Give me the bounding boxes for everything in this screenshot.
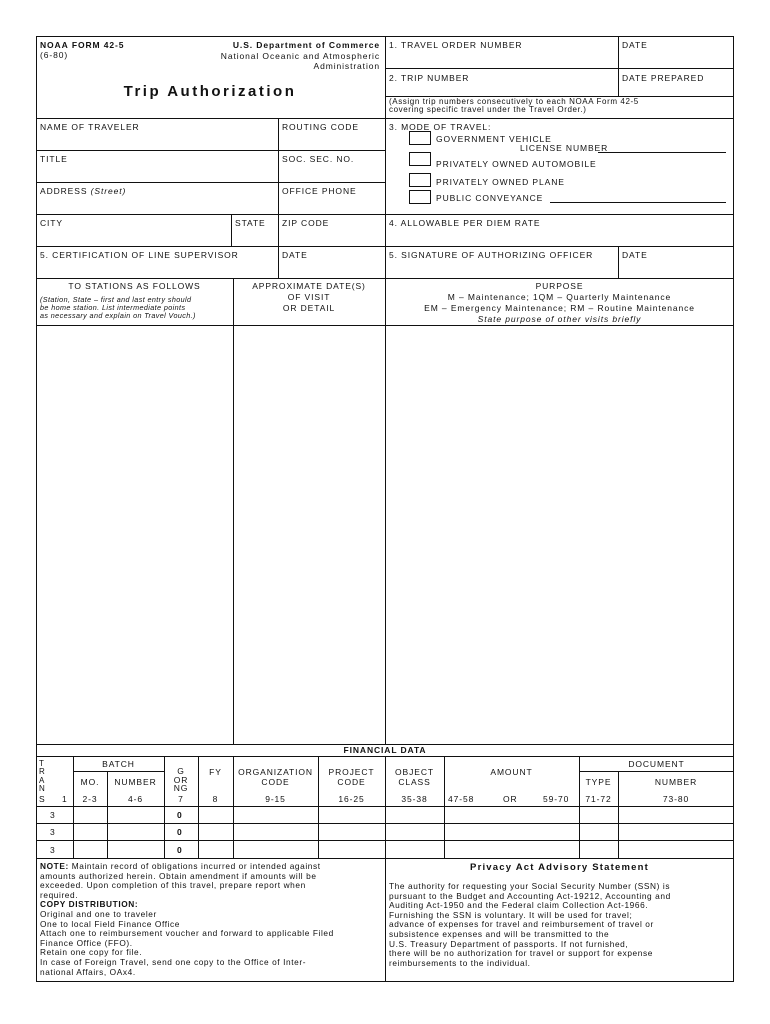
divider <box>36 150 385 151</box>
certification-date-field[interactable] <box>282 261 382 277</box>
col-org: 9-15 <box>265 794 286 804</box>
object-class-line2: CLASS <box>398 777 431 787</box>
department-name: U.S. Department of Commerce <box>232 40 380 50</box>
state-label: STATE <box>235 218 266 228</box>
divider <box>231 214 232 246</box>
divider <box>73 756 74 858</box>
divider <box>618 36 619 96</box>
copy-line: national Affairs, OAx4. <box>40 966 136 977</box>
org-code-line2: CODE <box>261 777 290 787</box>
col-fy: 8 <box>212 794 219 804</box>
form-revision-date: (6-80) <box>40 50 69 60</box>
col-project: 16-25 <box>338 794 365 804</box>
privacy-line: U.S. Treasury Department of passports. If not furnished, <box>389 938 629 949</box>
note-line: amounts authorized herein. Obtain amendment if amounts will be <box>40 870 317 881</box>
row-trans-code: 3 <box>50 827 56 837</box>
city-label: CITY <box>40 218 63 228</box>
line-supervisor-signature-field[interactable] <box>40 261 275 277</box>
travel-order-number-field[interactable] <box>389 52 617 68</box>
col-object: 35-38 <box>401 794 428 804</box>
privacy-line: The authority for requesting your Social Security Number (SSN) is <box>389 881 671 891</box>
object-class-line1: OBJECT <box>395 767 434 777</box>
divider <box>618 246 619 278</box>
office-phone-field[interactable] <box>282 197 382 213</box>
divider <box>444 756 445 858</box>
purpose-heading: PURPOSE <box>535 281 584 291</box>
checkbox-private-automobile[interactable] <box>409 152 431 166</box>
document-number-label: NUMBER <box>654 777 698 787</box>
license-number-field[interactable] <box>598 152 726 153</box>
soc-sec-no-field[interactable] <box>282 165 382 181</box>
note-line: Maintain record of obligations incurred or intended against <box>68 861 321 871</box>
privacy-line: Auditing Act-1950 and the Federal claim Collection Act-1966. <box>389 900 649 911</box>
col-number: 4-6 <box>128 794 143 804</box>
form-id-number: FORM 42-5 <box>71 40 125 50</box>
city-field[interactable] <box>40 229 230 245</box>
purpose-entry-area[interactable] <box>387 327 732 742</box>
state-field[interactable] <box>235 229 275 245</box>
divider <box>233 756 234 858</box>
document-type-label: TYPE <box>585 777 612 787</box>
authorizing-officer-signature-field[interactable] <box>389 261 617 277</box>
agency-name-line2: Administration <box>313 61 380 71</box>
routing-code-field[interactable] <box>282 133 382 149</box>
approx-dates-line1: APPROXIMATE DATE(S) <box>252 281 366 291</box>
certification-date-label: DATE <box>282 250 308 260</box>
row-g-code: 0 <box>177 827 183 837</box>
org-code-line1: ORGANIZATION <box>238 767 313 777</box>
divider <box>385 96 734 97</box>
col-type: 71-72 <box>585 794 612 804</box>
divider <box>618 771 619 858</box>
trans-code: 1 <box>62 794 68 804</box>
routing-code-label: ROUTING CODE <box>282 122 359 132</box>
divider <box>385 214 734 215</box>
checkbox-private-plane[interactable] <box>409 173 431 187</box>
option-private-automobile: PRIVATELY OWNED AUTOMOBILE <box>436 159 597 169</box>
stations-note-line2: be home station. List intermediate points <box>40 303 186 312</box>
date-prepared-field[interactable] <box>622 84 730 96</box>
col-g: 7 <box>178 794 184 804</box>
batch-number-label: NUMBER <box>114 777 157 787</box>
stations-note-line1: (Station, State – first and last entry should <box>40 295 192 304</box>
signature-date-field[interactable] <box>622 261 730 277</box>
privacy-line: subsistence expenses and will be transmitted to the <box>389 928 610 939</box>
checkbox-government-vehicle[interactable] <box>409 131 431 145</box>
col-mo: 2-3 <box>82 794 98 804</box>
trip-number-field[interactable] <box>389 84 617 96</box>
page-title: Trip Authorization <box>123 83 297 100</box>
divider <box>107 771 108 858</box>
g-or-ng-label <box>164 767 198 793</box>
purpose-instruction: State purpose of other visits briefly <box>477 314 642 324</box>
stations-note-line3: as necessary and explain on Travel Vouch.) <box>40 311 196 320</box>
col-amount-a: 47-58 <box>448 794 475 804</box>
divider <box>385 36 386 315</box>
trans-letter: R <box>39 767 46 777</box>
name-of-traveler-field[interactable] <box>40 133 275 149</box>
address-label <box>40 186 126 196</box>
option-public-conveyance: PUBLIC CONVEYANCE <box>436 193 544 203</box>
trans-letter: T <box>39 759 45 768</box>
dates-entry-area[interactable] <box>235 327 383 742</box>
divider <box>318 756 319 858</box>
privacy-line: there will be no authorization for travel or support for expense <box>389 948 653 959</box>
allowable-per-diem-field[interactable] <box>389 229 729 245</box>
authorizing-officer-signature-label: 5. SIGNATURE OF AUTHORIZING OFFICER <box>389 250 594 260</box>
col-doc-number: 73-80 <box>662 794 690 804</box>
copy-line: In case of Foreign Travel, send one copy to the Office of Inter- <box>40 956 307 967</box>
line-supervisor-certification-label: 5. CERTIFICATION OF LINE SUPERVISOR <box>40 250 239 260</box>
privacy-line: pursuant to the Budget and Accounting Act-19212, Accounting and <box>389 890 671 901</box>
soc-sec-no-label: SOC. SEC. NO. <box>282 154 355 164</box>
privacy-statement <box>389 882 731 968</box>
option-government-vehicle: GOVERNMENT VEHICLE <box>436 134 552 144</box>
approx-dates-line3: OR DETAIL <box>282 303 336 313</box>
trans-letter-s: S <box>39 794 46 804</box>
date-field[interactable] <box>622 52 730 68</box>
divider <box>385 278 386 744</box>
financial-data-heading: FINANCIAL DATA <box>343 745 427 755</box>
license-number-label: LICENSE NUMBER <box>520 143 609 153</box>
mode-of-travel-heading: 3. MODE OF TRAVEL: <box>389 122 492 132</box>
divider <box>278 118 279 214</box>
trip-number-label: 2. TRIP NUMBER <box>389 73 470 83</box>
trip-number-note-line1: (Assign trip numbers consecutively to each NOAA Form 42-5 <box>389 97 639 106</box>
amount-label: AMOUNT <box>490 767 533 777</box>
note-label: NOTE: <box>40 861 69 871</box>
form-id <box>40 40 124 50</box>
document-label: DOCUMENT <box>628 759 685 769</box>
signature-date-label: DATE <box>622 250 648 260</box>
allowable-per-diem-label: 4. ALLOWABLE PER DIEM RATE <box>389 218 541 228</box>
g-line: G <box>177 766 185 776</box>
form-id-agency: NOAA <box>40 40 69 50</box>
title-field[interactable] <box>40 165 275 181</box>
divider <box>385 68 734 69</box>
divider <box>164 756 165 858</box>
fy-label: FY <box>209 767 222 777</box>
stations-heading: TO STATIONS AS FOLLOWS <box>68 281 201 291</box>
address-street-hint: (Street) <box>90 186 127 196</box>
copy-distribution-label: COPY DISTRIBUTION: <box>40 899 139 910</box>
name-of-traveler-label: NAME OF TRAVELER <box>40 122 140 132</box>
zip-code-label: ZIP CODE <box>282 218 330 228</box>
option-private-plane: PRIVATELY OWNED PLANE <box>436 177 565 187</box>
note-block <box>40 862 380 977</box>
mo-label: MO. <box>80 777 100 787</box>
privacy-line: advance of expenses for travel and reimbursement of travel or <box>389 919 654 930</box>
address-field[interactable] <box>40 197 275 213</box>
copy-line: Original and one to traveler <box>40 908 157 919</box>
col-amount-b: 59-70 <box>543 794 570 804</box>
date-prepared-label: DATE PREPARED <box>622 73 705 83</box>
stations-entry-area[interactable] <box>38 327 231 742</box>
row-g-code: 0 <box>177 845 183 855</box>
purpose-codes-line2: EM – Emergency Maintenance; RM – Routine Maintenance <box>424 303 695 313</box>
row-g-code: 0 <box>177 810 183 820</box>
zip-code-field[interactable] <box>282 229 382 245</box>
divider <box>36 214 385 215</box>
trans-letter: N <box>39 784 46 794</box>
privacy-heading: Privacy Act Advisory Statement <box>470 862 649 873</box>
project-code-line1: PROJECT <box>328 767 375 777</box>
trip-number-note-line2: covering specific travel under the Travel Order.) <box>389 105 587 114</box>
divider <box>36 246 734 247</box>
divider <box>233 278 234 744</box>
copy-line: One to local Field Finance Office <box>40 918 181 929</box>
row-trans-code: 3 <box>50 810 56 820</box>
divider <box>579 756 580 858</box>
title-label: TITLE <box>40 154 68 164</box>
divider <box>36 182 385 183</box>
divider <box>579 771 734 772</box>
privacy-line: Furnishing the SSN is voluntary. It will be used for travel; <box>389 909 633 920</box>
project-code-line2: CODE <box>337 777 366 787</box>
note-line: required. <box>40 889 79 900</box>
g-line: OR <box>173 774 189 785</box>
g-line: NG <box>173 783 189 793</box>
approx-dates-line2: OF VISIT <box>287 292 331 302</box>
note-line: exceeded. Upon completion of this travel, prepare report when <box>40 880 306 891</box>
address-label-text: ADDRESS <box>40 186 88 196</box>
copy-line: Attach one to reimbursement voucher and forward to applicable Filed <box>40 928 334 939</box>
divider <box>198 756 199 858</box>
agency-name-line1: National Oceanic and Atmospheric <box>220 51 380 61</box>
copy-line: Finance Office (FFO). <box>40 937 133 948</box>
travel-order-number-label: 1. TRAVEL ORDER NUMBER <box>389 40 523 50</box>
divider <box>73 771 164 772</box>
public-conveyance-field[interactable] <box>550 202 726 203</box>
office-phone-label: OFFICE PHONE <box>282 186 357 196</box>
row-trans-code: 3 <box>50 845 56 855</box>
copy-line: Retain one copy for file. <box>40 947 143 958</box>
privacy-line: reimbursements to the individual. <box>389 957 531 968</box>
purpose-codes-line1: M – Maintenance; 1QM – Quarterly Maintenance <box>447 292 672 302</box>
trans-label <box>39 760 46 794</box>
checkbox-public-conveyance[interactable] <box>409 190 431 204</box>
trans-letter: A <box>39 775 46 785</box>
batch-label: BATCH <box>102 759 135 769</box>
col-amount-or: OR <box>503 794 518 804</box>
date-label: DATE <box>622 40 648 50</box>
